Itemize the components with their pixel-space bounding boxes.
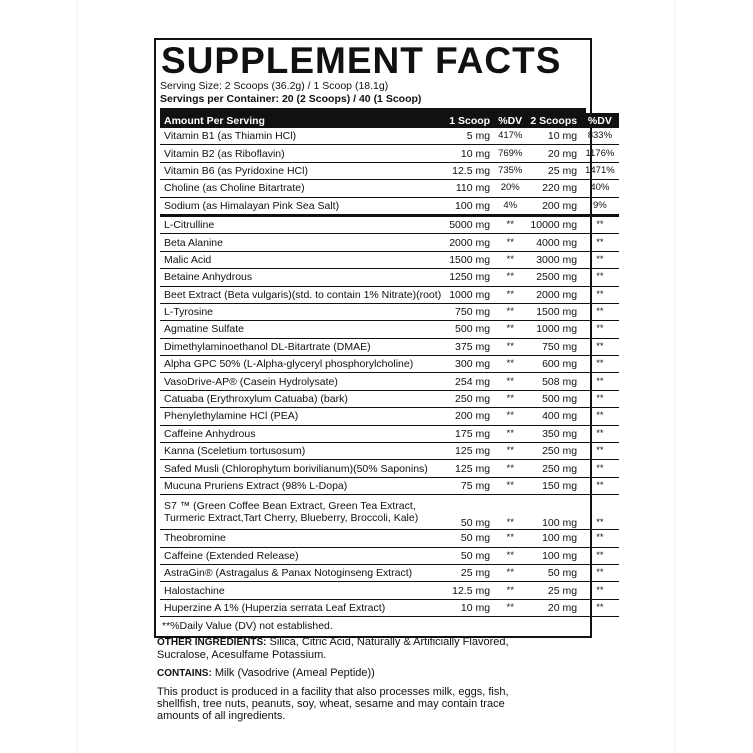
amount-2-scoops: 4000 mg [526,234,581,251]
table-row [160,443,619,460]
amount-1-scoop: 12.5 mg [445,162,494,179]
amount-2-scoops: 10000 mg [526,215,581,233]
table-row [160,321,619,338]
dv-1-scoop: ** [494,269,526,286]
dv-2-scoops: ** [581,373,619,390]
dv-1-scoop: ** [494,495,526,530]
table-row [160,197,619,215]
amount-1-scoop: 12.5 mg [445,582,494,599]
ingredient-name: Malic Acid [160,251,445,268]
dv-1-scoop: ** [494,443,526,460]
amount-1-scoop: 1250 mg [445,269,494,286]
amount-1-scoop: 50 mg [445,495,494,530]
dv-2-scoops: ** [581,460,619,477]
amount-1-scoop: 50 mg [445,547,494,564]
allergen-statement: This product is produced in a facility that also processes milk, eggs, fish, shellfish, tree nuts, peanuts, soy, wheat, sesame and may contain trace amounts of all ingredients. [157,686,509,722]
amount-2-scoops: 3000 mg [526,251,581,268]
amount-2-scoops: 600 mg [526,356,581,373]
ingredient-name: Caffeine Anhydrous [160,425,445,442]
dv-2-scoops: ** [581,408,619,425]
ingredient-name: Safed Musli (Chlorophytum borivilianum)(50% Saponins) [160,460,445,477]
amount-2-scoops: 2000 mg [526,286,581,303]
ingredient-name: Theobromine [160,530,445,547]
dv-2-scoops: ** [581,477,619,494]
table-row [160,128,619,145]
dv-2-scoops: 9% [581,197,619,215]
table-row [160,547,619,564]
amount-2-scoops: 20 mg [526,145,581,162]
amount-2-scoops: 350 mg [526,425,581,442]
amount-2-scoops: 150 mg [526,477,581,494]
table-row [160,373,619,390]
amount-2-scoops: 1000 mg [526,321,581,338]
amount-2-scoops: 250 mg [526,460,581,477]
table-row [160,338,619,355]
dv-1-scoop: ** [494,251,526,268]
dv-1-scoop: 769% [494,145,526,162]
dv-2-scoops: 1176% [581,145,619,162]
dv-2-scoops: ** [581,425,619,442]
amount-1-scoop: 300 mg [445,356,494,373]
amount-2-scoops: 100 mg [526,547,581,564]
header-dv2: %DV [581,113,619,128]
dv-1-scoop: ** [494,373,526,390]
dv-2-scoops: ** [581,443,619,460]
dv-1-scoop: 20% [494,180,526,197]
ingredient-name: Alpha GPC 50% (L-Alpha-glyceryl phosphorylcholine) [160,356,445,373]
amount-1-scoop: 10 mg [445,599,494,616]
ingredient-name: Beet Extract (Beta vulgaris)(std. to contain 1% Nitrate)(root) [160,286,445,303]
dv-2-scoops: 1471% [581,162,619,179]
dv-2-scoops: ** [581,338,619,355]
ingredient-name: Phenylethylamine HCl (PEA) [160,408,445,425]
dv-2-scoops: 833% [581,128,619,145]
table-body [160,128,619,617]
amount-2-scoops: 20 mg [526,599,581,616]
ingredient-name: Caffeine (Extended Release) [160,547,445,564]
amount-2-scoops: 100 mg [526,530,581,547]
dv-2-scoops: ** [581,582,619,599]
table-row [160,530,619,547]
amount-1-scoop: 5000 mg [445,215,494,233]
contains-label: CONTAINS: [157,668,212,679]
header-dv1: %DV [494,113,526,128]
table-row [160,180,619,197]
amount-1-scoop: 2000 mg [445,234,494,251]
other-ingredients-label: OTHER INGREDIENTS: [157,637,267,648]
dv-1-scoop: ** [494,321,526,338]
amount-1-scoop: 750 mg [445,303,494,320]
dv-1-scoop: ** [494,599,526,616]
header-amount: Amount Per Serving [160,113,445,128]
dv-1-scoop: ** [494,547,526,564]
ingredient-name: Huperzine A 1% (Huperzia serrata Leaf Extract) [160,599,445,616]
amount-2-scoops: 2500 mg [526,269,581,286]
amount-2-scoops: 10 mg [526,128,581,145]
amount-1-scoop: 1500 mg [445,251,494,268]
nutrient-table [160,113,619,617]
other-ingredients [157,636,557,661]
amount-1-scoop: 1000 mg [445,286,494,303]
dv-2-scoops: ** [581,390,619,407]
dv-2-scoops: ** [581,599,619,616]
dv-1-scoop: ** [494,460,526,477]
amount-2-scoops: 250 mg [526,443,581,460]
table-header-row [160,113,619,128]
dv-2-scoops: ** [581,495,619,530]
amount-1-scoop: 75 mg [445,477,494,494]
dv-1-scoop: ** [494,338,526,355]
ingredient-name: Halostachine [160,582,445,599]
ingredient-name: Vitamin B2 (as Riboflavin) [160,145,445,162]
table-row [160,356,619,373]
amount-1-scoop: 125 mg [445,460,494,477]
dv-2-scoops: ** [581,215,619,233]
ingredient-name: Betaine Anhydrous [160,269,445,286]
amount-1-scoop: 110 mg [445,180,494,197]
amount-1-scoop: 250 mg [445,390,494,407]
dv-2-scoops: 40% [581,180,619,197]
amount-2-scoops: 220 mg [526,180,581,197]
dv-2-scoops: ** [581,530,619,547]
amount-1-scoop: 175 mg [445,425,494,442]
ingredient-name: S7 ™ (Green Coffee Bean Extract, Green Tea Extract, Turmeric Extract,Tart Cherry, Blueberry, Broccoli, Kale) [160,495,445,530]
dv-footnote: **%Daily Value (DV) not established. [162,620,333,633]
amount-1-scoop: 200 mg [445,408,494,425]
amount-2-scoops: 50 mg [526,564,581,581]
amount-2-scoops: 750 mg [526,338,581,355]
table-row [160,582,619,599]
ingredient-name: Vitamin B6 (as Pyridoxine HCl) [160,162,445,179]
table-row [160,477,619,494]
amount-2-scoops: 500 mg [526,390,581,407]
amount-1-scoop: 500 mg [445,321,494,338]
amount-2-scoops: 25 mg [526,582,581,599]
amount-2-scoops: 100 mg [526,495,581,530]
supplement-facts-panel [154,38,615,638]
ingredient-name: AstraGin® (Astragalus & Panax Notoginseng Extract) [160,564,445,581]
amount-1-scoop: 25 mg [445,564,494,581]
dv-2-scoops: ** [581,356,619,373]
dv-1-scoop: ** [494,356,526,373]
amount-1-scoop: 100 mg [445,197,494,215]
ingredient-name: Beta Alanine [160,234,445,251]
table-row [160,390,619,407]
dv-2-scoops: ** [581,286,619,303]
serving-size: Serving Size: 2 Scoops (36.2g) / 1 Scoop (18.1g) [160,80,389,92]
dv-1-scoop: ** [494,303,526,320]
dv-1-scoop: 4% [494,197,526,215]
dv-2-scoops: ** [581,564,619,581]
dv-1-scoop: ** [494,530,526,547]
dv-2-scoops: ** [581,303,619,320]
table-row [160,251,619,268]
amount-2-scoops: 25 mg [526,162,581,179]
ingredient-name: Vitamin B1 (as Thiamin HCl) [160,128,445,145]
dv-1-scoop: ** [494,215,526,233]
table-row [160,162,619,179]
panel-title: SUPPLEMENT FACTS [161,40,562,81]
dv-1-scoop: ** [494,390,526,407]
ingredient-name: L-Citrulline [160,215,445,233]
amount-2-scoops: 1500 mg [526,303,581,320]
dv-1-scoop: 735% [494,162,526,179]
dv-1-scoop: ** [494,408,526,425]
amount-2-scoops: 200 mg [526,197,581,215]
amount-1-scoop: 10 mg [445,145,494,162]
dv-2-scoops: ** [581,321,619,338]
ingredient-name: VasoDrive-AP® (Casein Hydrolysate) [160,373,445,390]
amount-1-scoop: 50 mg [445,530,494,547]
amount-2-scoops: 400 mg [526,408,581,425]
table-row [160,425,619,442]
ingredient-name: Dimethylaminoethanol DL-Bitartrate (DMAE) [160,338,445,355]
dv-1-scoop: ** [494,582,526,599]
dv-1-scoop: ** [494,564,526,581]
dv-1-scoop: ** [494,286,526,303]
table-row [160,215,619,233]
ingredient-name: Catuaba (Erythroxylum Catuaba) (bark) [160,390,445,407]
table-row [160,495,619,530]
table-row [160,303,619,320]
ingredient-name: L-Tyrosine [160,303,445,320]
ingredient-name: Choline (as Choline Bitartrate) [160,180,445,197]
dv-1-scoop: ** [494,425,526,442]
table-row [160,286,619,303]
dv-2-scoops: ** [581,234,619,251]
ingredient-name: Sodium (as Himalayan Pink Sea Salt) [160,197,445,215]
table-row [160,460,619,477]
contains-statement [157,667,557,680]
ingredient-name: Agmatine Sulfate [160,321,445,338]
amount-1-scoop: 254 mg [445,373,494,390]
dv-2-scoops: ** [581,269,619,286]
table-row [160,145,619,162]
dv-1-scoop: ** [494,477,526,494]
amount-1-scoop: 125 mg [445,443,494,460]
amount-1-scoop: 5 mg [445,128,494,145]
dv-2-scoops: ** [581,251,619,268]
table-row [160,269,619,286]
contains-text: Milk (Vasodrive (Ameal Peptide)) [214,667,375,679]
other-ingredients-text: Silica, Citric Acid, Naturally & Artificially Flavored, Sucralose, Acesulfame Potassium. [157,636,509,661]
header-scoop2: 2 Scoops [526,113,581,128]
dv-1-scoop: 417% [494,128,526,145]
servings-per-container: Servings per Container: 20 (2 Scoops) / 40 (1 Scoop) [160,93,422,105]
dv-2-scoops: ** [581,547,619,564]
table-row [160,599,619,616]
table-row [160,564,619,581]
ingredient-name: Kanna (Sceletium tortusosum) [160,443,445,460]
table-row [160,408,619,425]
table-row [160,234,619,251]
ingredient-name: Mucuna Pruriens Extract (98% L-Dopa) [160,477,445,494]
header-scoop1: 1 Scoop [445,113,494,128]
dv-1-scoop: ** [494,234,526,251]
amount-1-scoop: 375 mg [445,338,494,355]
amount-2-scoops: 508 mg [526,373,581,390]
